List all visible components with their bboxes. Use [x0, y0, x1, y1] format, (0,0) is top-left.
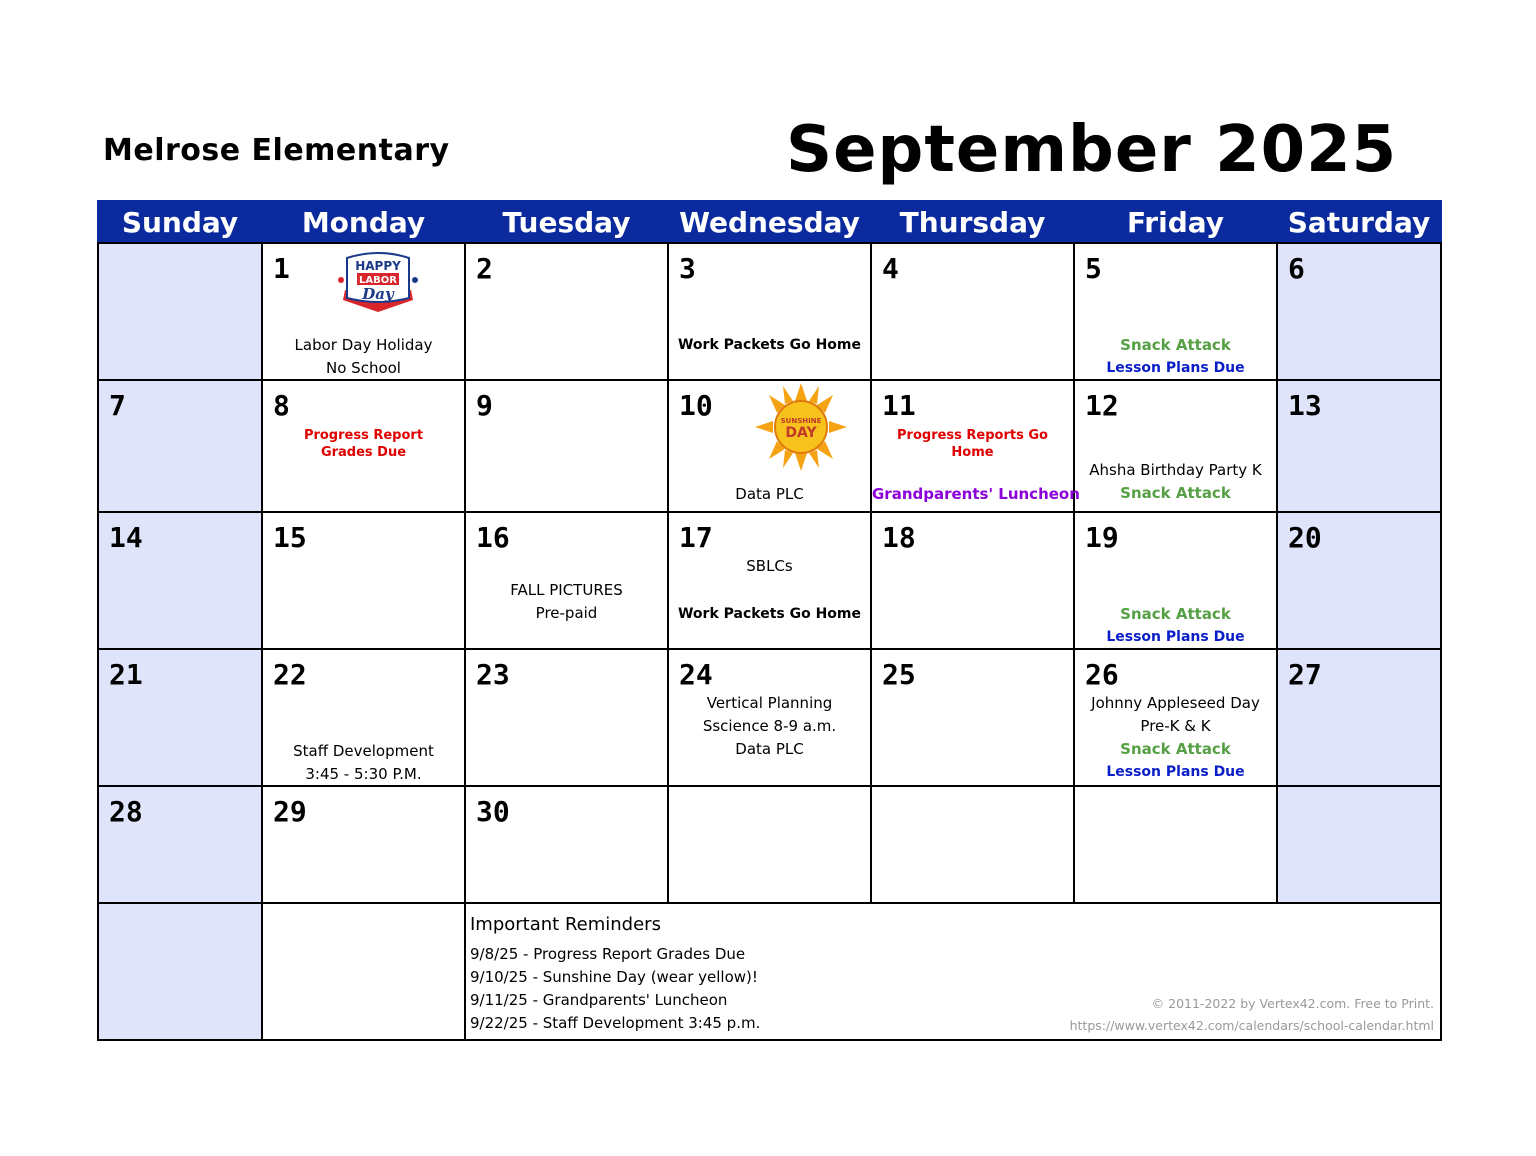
- event-text: Work Packets Go Home: [677, 606, 861, 622]
- day-cell-15: [262, 512, 465, 649]
- event-text: 3:45 - 5:30 P.M.: [305, 765, 422, 783]
- svg-text:LABOR: LABOR: [359, 275, 397, 286]
- day-number: 6: [1288, 252, 1305, 285]
- snack-attack-event: Snack Attack: [1120, 336, 1231, 354]
- snack-attack-event: Snack Attack: [1120, 484, 1231, 502]
- day-cell-4: [871, 243, 1074, 380]
- event-text: Data PLC: [735, 485, 804, 503]
- event-text: Data PLC: [735, 740, 804, 758]
- day-cell-19: [1074, 512, 1277, 649]
- svg-text:SUNSHINE: SUNSHINE: [780, 417, 822, 425]
- day-cell-12: [1074, 380, 1277, 512]
- happy-labor-day-icon: [333, 250, 423, 316]
- lesson-plans-event: Lesson Plans Due: [1106, 764, 1245, 780]
- day-cell-30: [465, 786, 668, 903]
- day-cell-6: [1277, 243, 1441, 380]
- reminder-item: 9/8/25 - Progress Report Grades Due: [470, 945, 746, 963]
- day-number: 23: [476, 658, 510, 691]
- day-cell-29: [262, 786, 465, 903]
- grandparents-luncheon-event: Grandparents' Luncheon: [872, 485, 1080, 503]
- day-cell-21: [98, 649, 262, 786]
- day-cell-3: [668, 243, 871, 380]
- svg-text:DAY: DAY: [785, 425, 817, 441]
- reminder-item: 9/10/25 - Sunshine Day (wear yellow)!: [470, 968, 758, 986]
- day-cell-16: [465, 512, 668, 649]
- day-cell-1: [262, 243, 465, 380]
- day-number: 7: [109, 389, 126, 422]
- day-cell-empty: [98, 243, 262, 380]
- event-text: Progress Reports Go Home: [897, 428, 1048, 460]
- day-number: 16: [476, 521, 510, 554]
- day-cell-18: [871, 512, 1074, 649]
- day-number: 21: [109, 658, 143, 691]
- day-cell-24: [668, 649, 871, 786]
- day-cell-empty: [1074, 786, 1277, 903]
- day-cell-10: [668, 380, 871, 512]
- school-name: Melrose Elementary: [103, 133, 450, 168]
- event-text: No School: [326, 359, 401, 377]
- day-cell-empty: [871, 786, 1074, 903]
- day-cell-7: [98, 380, 262, 512]
- day-number: 24: [679, 658, 713, 691]
- reminder-row-blank: [98, 903, 262, 1040]
- day-number: 28: [109, 795, 143, 828]
- event-text: Staff Development: [293, 742, 434, 760]
- day-number: 25: [882, 658, 916, 691]
- day-number: 30: [476, 795, 510, 828]
- day-number: 3: [679, 252, 696, 285]
- lesson-plans-event: Lesson Plans Due: [1106, 360, 1245, 376]
- reminder-item: 9/11/25 - Grandparents' Luncheon: [470, 991, 728, 1009]
- day-cell-22: [262, 649, 465, 786]
- day-cell-8: [262, 380, 465, 512]
- day-number: 2: [476, 252, 493, 285]
- day-cell-17: [668, 512, 871, 649]
- day-number: 1: [273, 252, 290, 285]
- event-text: Pre-paid: [535, 604, 598, 622]
- day-cell-28: [98, 786, 262, 903]
- day-number: 8: [273, 389, 290, 422]
- day-number: 4: [882, 252, 899, 285]
- day-number: 9: [476, 389, 493, 422]
- weekday-sunday: Sunday: [98, 201, 262, 243]
- event-text: Pre-K & K: [1140, 717, 1211, 735]
- day-cell-5: [1074, 243, 1277, 380]
- svg-text:HAPPY: HAPPY: [355, 259, 401, 273]
- weekday-saturday: Saturday: [1277, 201, 1441, 243]
- day-cell-empty: [1277, 786, 1441, 903]
- day-cell-14: [98, 512, 262, 649]
- weekday-tuesday: Tuesday: [465, 201, 668, 243]
- day-number: 5: [1085, 252, 1102, 285]
- calendar-grid: [97, 200, 1442, 1041]
- day-cell-11: [871, 380, 1080, 512]
- event-text: Progress Report Grades Due: [303, 428, 424, 460]
- event-text: Sscience 8-9 a.m.: [702, 717, 837, 735]
- svg-text:Day: Day: [362, 285, 394, 303]
- reminders-title: Important Reminders: [470, 914, 661, 935]
- day-cell-26: [1074, 649, 1277, 786]
- event-text: Labor Day Holiday: [294, 336, 433, 354]
- weekday-friday: Friday: [1074, 201, 1277, 243]
- day-cell-13: [1277, 380, 1441, 512]
- day-cell-empty: [668, 786, 871, 903]
- day-number: 19: [1085, 521, 1119, 554]
- weekday-monday: Monday: [262, 201, 465, 243]
- event-text: Work Packets Go Home: [677, 337, 861, 353]
- lesson-plans-event: Lesson Plans Due: [1106, 629, 1245, 645]
- event-text: SBLCs: [746, 557, 793, 575]
- day-cell-23: [465, 649, 668, 786]
- day-number: 20: [1288, 521, 1322, 554]
- day-number: 13: [1288, 389, 1322, 422]
- day-number: 10: [679, 389, 713, 422]
- day-number: 29: [273, 795, 307, 828]
- day-number: 18: [882, 521, 916, 554]
- day-number: 22: [273, 658, 307, 691]
- event-text: Vertical Planning: [706, 694, 833, 712]
- event-text: FALL PICTURES: [510, 581, 623, 599]
- day-number: 15: [273, 521, 307, 554]
- day-cell-9: [465, 380, 668, 512]
- event-text: Ahsha Birthday Party K: [1089, 461, 1262, 479]
- copyright-text: © 2011-2022 by Vertex42.com. Free to Print.: [1151, 996, 1434, 1011]
- day-cell-25: [871, 649, 1074, 786]
- source-url[interactable]: https://www.vertex42.com/calendars/school-calendar.html: [1069, 1018, 1434, 1033]
- snack-attack-event: Snack Attack: [1120, 605, 1231, 623]
- reminder-item: 9/22/25 - Staff Development 3:45 p.m.: [470, 1014, 761, 1032]
- month-title: September 2025: [786, 113, 1398, 187]
- event-text: Johnny Appleseed Day: [1091, 694, 1260, 712]
- day-number: 26: [1085, 658, 1119, 691]
- weekday-thursday: Thursday: [871, 201, 1074, 243]
- day-cell-27: [1277, 649, 1441, 786]
- weekday-wednesday: Wednesday: [668, 201, 871, 243]
- day-number: 11: [882, 389, 916, 422]
- day-cell-2: [465, 243, 668, 380]
- day-number: 17: [679, 521, 713, 554]
- day-number: 14: [109, 521, 143, 554]
- snack-attack-event: Snack Attack: [1120, 740, 1231, 758]
- sunshine-day-icon: [755, 383, 847, 471]
- important-reminders-box: [465, 903, 1441, 1040]
- day-number: 12: [1085, 389, 1119, 422]
- day-number: 27: [1288, 658, 1322, 691]
- reminder-row-blank: [262, 903, 465, 1040]
- day-cell-20: [1277, 512, 1441, 649]
